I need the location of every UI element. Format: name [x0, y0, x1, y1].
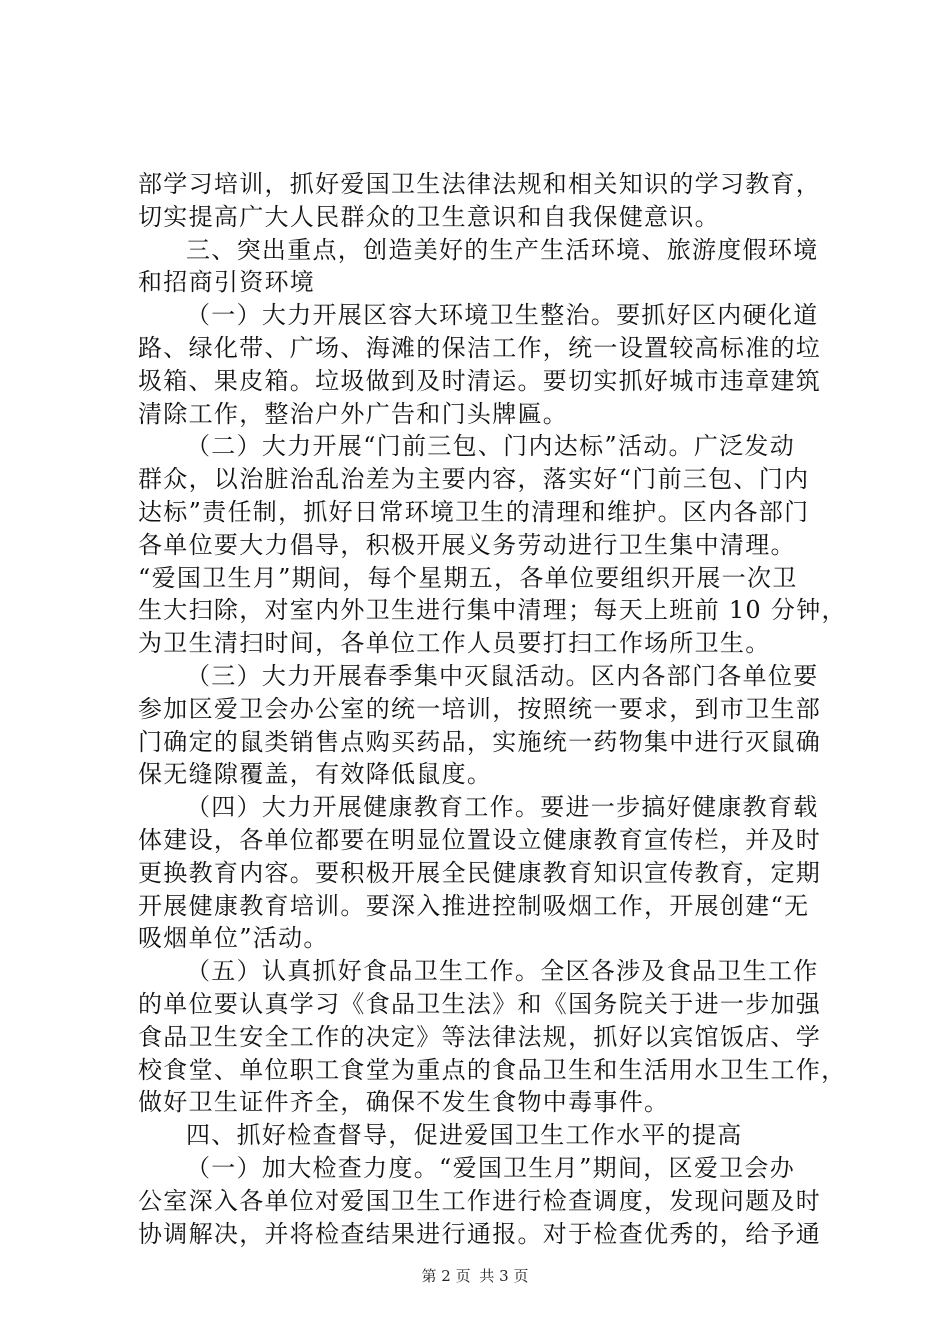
text-line: 公室深入各单位对爱国卫生工作进行检查调度，发现问题及时 — [138, 1186, 822, 1215]
text-line: 三、突出重点，创造美好的生产生活环境、旅游度假环境 — [186, 235, 819, 264]
text-line: 清除工作，整治户外广告和门头牌匾。 — [138, 399, 569, 428]
text-line: “爱国卫生月”期间，每个星期五，各单位要组织开展一次卫 — [138, 563, 798, 592]
document-body — [138, 168, 847, 1250]
text-line: （四）大力开展健康教育工作。要进一步搞好健康教育载 — [186, 793, 819, 822]
text-line: 各单位要大力倡导，积极开展义务劳动进行卫生集中清理。 — [138, 530, 796, 559]
text-line: 为卫生清扫时间，各单位工作人员要打扫工作场所卫生。 — [138, 629, 771, 658]
text-line: 校食堂、单位职工食堂为重点的食品卫生和生活用水卫生工作， — [138, 1055, 847, 1084]
text-line: 的单位要认真学习《食品卫生法》和《国务院关于进一步加强 — [138, 989, 822, 1018]
text-line: 圾箱、果皮箱。垃圾做到及时清运。要切实抓好城市违章建筑 — [138, 366, 822, 395]
text-line: 四、抓好检查督导，促进爱国卫生工作水平的提高 — [186, 1121, 743, 1150]
text-line: 开展健康教育培训。要深入推进控制吸烟工作，开展创建“无 — [138, 891, 810, 920]
text-line: （一）加大检查力度。“爱国卫生月”期间，区爱卫会办 — [186, 1153, 796, 1182]
text-line: 门确定的鼠类销售点购买药品，实施统一药物集中进行灭鼠确 — [138, 727, 822, 756]
page-footer — [0, 1266, 950, 1286]
text-line: 更换教育内容。要积极开展全民健康教育知识宣传教育，定期 — [138, 858, 822, 887]
text-line: （二）大力开展“门前三包、门内达标”活动。广泛发动 — [186, 432, 796, 461]
text-line: 和招商引资环境 — [138, 268, 316, 297]
text-line: 协调解决，并将检查结果进行通报。对于检查优秀的，给予通 — [138, 1219, 822, 1248]
text-line: 保无缝隙覆盖，有效降低鼠度。 — [138, 760, 493, 789]
text-line: 做好卫生证件齐全，确保不发生食物中毒事件。 — [138, 1088, 670, 1117]
page-number: 第 2 页 — [421, 1267, 471, 1285]
text-line: 生大扫除，对室内外卫生进行集中清理；每天上班前 10 分钟， — [138, 596, 847, 625]
text-line: 部学习培训，抓好爱国卫生法律法规和相关知识的学习教育， — [138, 170, 822, 198]
text-line: 参加区爱卫会办公室的统一培训，按照统一要求，到市卫生部 — [138, 694, 822, 723]
text-line: （五）认真抓好食品卫生工作。全区各涉及食品卫生工作 — [186, 957, 819, 986]
page-total: 共 3 页 — [479, 1267, 529, 1285]
text-line: 切实提高广大人民群众的卫生意识和自我保健意识。 — [138, 202, 720, 231]
text-line: 群众，以治脏治乱治差为主要内容，落实好“门前三包、门内 — [138, 465, 810, 494]
text-line: 路、绿化带、广场、海滩的保洁工作，统一设置较高标准的垃 — [138, 333, 822, 362]
text-line: 食品卫生安全工作的决定》等法律法规，抓好以宾馆饭店、学 — [138, 1022, 822, 1051]
text-line: 吸烟单位”活动。 — [138, 924, 329, 953]
text-line: 体建设，各单位都要在明显位置设立健康教育宣传栏，并及时 — [138, 825, 822, 854]
text-line: 达标”责任制，抓好日常环境卫生的清理和维护。区内各部门 — [138, 497, 810, 526]
text-line: （一）大力开展区容大环境卫生整治。要抓好区内硬化道 — [186, 301, 819, 330]
text-line: （三）大力开展春季集中灭鼠活动。区内各部门各单位要 — [186, 661, 819, 690]
